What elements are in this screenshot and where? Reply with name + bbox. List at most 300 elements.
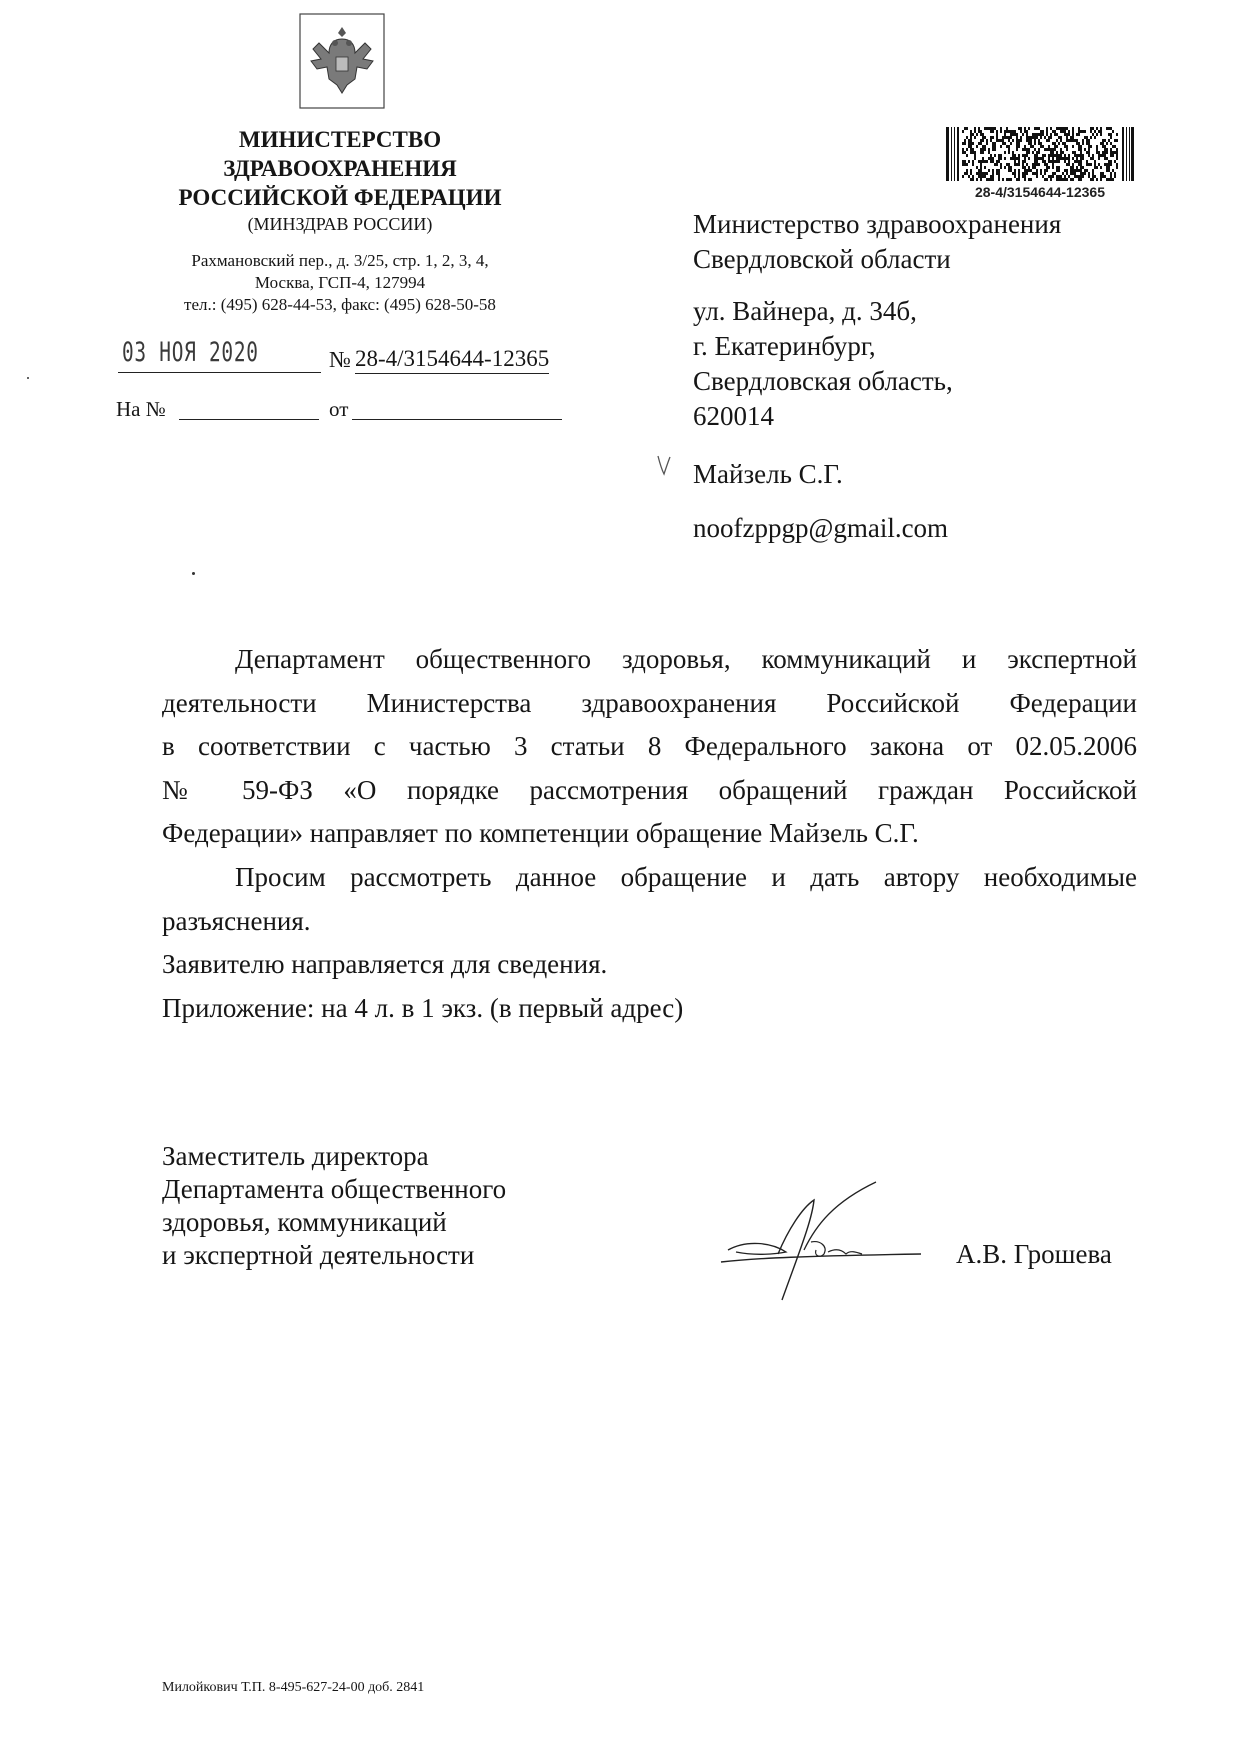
barcode-module [1034, 154, 1036, 157]
barcode-module [1054, 148, 1056, 151]
barcode-module [1116, 133, 1118, 136]
barcode-module [1038, 151, 1040, 154]
barcode-module [1108, 133, 1110, 136]
barcode-module [1080, 148, 1082, 151]
barcode-module [1000, 127, 1002, 130]
barcode-module [984, 166, 986, 169]
barcode-module [990, 160, 992, 163]
barcode-module [1110, 127, 1112, 130]
ministry-line: РОССИЙСКОЙ ФЕДЕРАЦИИ [178, 185, 502, 210]
barcode-module [992, 142, 994, 145]
barcode-module [1062, 127, 1064, 130]
barcode-module [988, 127, 990, 130]
barcode-module [964, 172, 966, 175]
barcode-module [1026, 169, 1028, 172]
recipient-email: noofzppgp@gmail.com [693, 513, 949, 543]
barcode-module [1084, 169, 1086, 172]
barcode-module [1046, 163, 1048, 166]
barcode-module [1076, 154, 1078, 157]
barcode-module [1026, 130, 1028, 133]
barcode-module [1104, 154, 1106, 157]
barcode-module [1038, 133, 1040, 136]
barcode-module [1110, 154, 1112, 157]
barcode-module [1000, 163, 1002, 166]
barcode-module [1082, 172, 1084, 175]
barcode-module [1038, 157, 1040, 160]
barcode-module [1018, 169, 1020, 172]
barcode-module [972, 148, 974, 151]
barcode-module [976, 145, 978, 148]
barcode-module [1080, 163, 1082, 166]
barcode-module [1096, 166, 1098, 169]
barcode-module [1044, 178, 1046, 181]
barcode-module [1086, 139, 1088, 142]
barcode-module [980, 139, 982, 142]
barcode-module [1022, 172, 1024, 175]
barcode-module [1106, 163, 1108, 166]
barcode-module [1090, 178, 1092, 181]
barcode-module [1080, 151, 1082, 154]
barcode-module [1034, 172, 1036, 175]
barcode-module [978, 169, 980, 172]
barcode-module [998, 175, 1000, 178]
barcode-module [1024, 160, 1026, 163]
barcode-module [968, 139, 970, 142]
barcode-module [1114, 145, 1116, 148]
barcode-module [1106, 157, 1108, 160]
barcode-module [1032, 163, 1034, 166]
barcode-module [1102, 151, 1104, 154]
barcode-module [982, 133, 984, 136]
barcode-module [1014, 175, 1016, 178]
barcode-module [1060, 139, 1062, 142]
barcode-module [1100, 133, 1102, 136]
barcode-module [962, 142, 964, 145]
barcode-module [982, 172, 984, 175]
barcode-module [1106, 178, 1108, 181]
barcode-module [1078, 160, 1080, 163]
barcode-module [1116, 166, 1118, 169]
barcode-module [984, 127, 986, 130]
barcode-module [1074, 151, 1076, 154]
barcode-module [974, 151, 976, 154]
barcode-module [970, 178, 972, 181]
barcode-module [1024, 178, 1026, 181]
barcode-module [964, 163, 966, 166]
barcode-module [1116, 151, 1118, 154]
handwritten-signature [716, 1180, 926, 1305]
barcode-module [1074, 139, 1076, 142]
barcode-module [980, 148, 982, 151]
barcode-module [1018, 172, 1020, 175]
barcode-module [1106, 151, 1108, 154]
barcode-module [1018, 139, 1020, 142]
barcode-module [1114, 139, 1116, 142]
barcode-module [1088, 154, 1090, 157]
barcode-module [1082, 157, 1084, 160]
barcode-module [1018, 175, 1020, 178]
barcode-module [1032, 151, 1034, 154]
recipient-address-line: ул. Вайнера, д. 34б, [693, 296, 917, 326]
barcode-module [1054, 142, 1056, 145]
barcode-module [1008, 145, 1010, 148]
barcode-module [1020, 130, 1022, 133]
barcode-module [1086, 160, 1088, 163]
barcode-module [1008, 151, 1010, 154]
barcode-module [1062, 178, 1064, 181]
barcode-module [1026, 133, 1028, 136]
barcode-module [1058, 127, 1060, 130]
barcode-module [1060, 178, 1062, 181]
barcode-module [1112, 169, 1114, 172]
barcode-module [1076, 175, 1078, 178]
barcode-module [990, 127, 992, 130]
barcode-module [1110, 151, 1112, 154]
barcode-module [1044, 148, 1046, 151]
barcode-module [1048, 154, 1050, 157]
barcode-module [1108, 166, 1110, 169]
barcode-module [1072, 163, 1074, 166]
barcode-module [1096, 133, 1098, 136]
barcode-module [970, 148, 972, 151]
barcode-module [1076, 169, 1078, 172]
barcode-module [1106, 169, 1108, 172]
barcode-module [1068, 157, 1070, 160]
barcode-module [1100, 172, 1102, 175]
barcode-module [1024, 130, 1026, 133]
barcode-module [968, 142, 970, 145]
barcode-module [1072, 166, 1074, 169]
barcode-module [1040, 157, 1042, 160]
barcode-module [1032, 172, 1034, 175]
barcode-module [976, 133, 978, 136]
barcode-module [1040, 142, 1042, 145]
barcode-module [1036, 172, 1038, 175]
barcode-number: 28-4/3154644-12365 [974, 184, 1105, 200]
barcode-module [1100, 130, 1102, 133]
barcode-module [982, 175, 984, 178]
barcode-module [1000, 154, 1002, 157]
barcode-module [1044, 172, 1046, 175]
barcode-module [990, 154, 992, 157]
barcode-module [974, 136, 976, 139]
barcode-module [1014, 154, 1016, 157]
barcode-module [1068, 160, 1070, 163]
barcode-module [980, 169, 982, 172]
barcode-module [1008, 178, 1010, 181]
barcode-module [998, 139, 1000, 142]
barcode-module [1084, 148, 1086, 151]
barcode-module [1072, 130, 1074, 133]
barcode-module [1042, 145, 1044, 148]
barcode-module [970, 130, 972, 133]
barcode-module [1066, 157, 1068, 160]
barcode-module [1056, 160, 1058, 163]
barcode-module [1030, 142, 1032, 145]
barcode-module [1014, 163, 1016, 166]
barcode-module [1016, 145, 1018, 148]
barcode-module [1090, 127, 1092, 130]
barcode-module [1072, 178, 1074, 181]
barcode-module [1064, 169, 1066, 172]
barcode-module [980, 142, 982, 145]
barcode-module [1072, 169, 1074, 172]
body-line: Федерации» направляет по компетенции обращение Майзель С.Г. [162, 818, 919, 848]
barcode-module [980, 163, 982, 166]
barcode-module [1036, 175, 1038, 178]
barcode-module [1102, 145, 1104, 148]
barcode-module [1034, 166, 1036, 169]
barcode-module [1098, 157, 1100, 160]
barcode-module [1050, 154, 1052, 157]
barcode-module [1116, 154, 1118, 157]
barcode-module [1072, 145, 1074, 148]
barcode-module [986, 127, 988, 130]
barcode-module [1018, 154, 1020, 157]
barcode-module [1062, 151, 1064, 154]
barcode-module [1074, 169, 1076, 172]
barcode-module [1006, 136, 1008, 139]
barcode-module [1040, 169, 1042, 172]
barcode-module [1116, 163, 1118, 166]
barcode-module [1068, 139, 1070, 142]
barcode-module [1028, 136, 1030, 139]
barcode-module [1000, 157, 1002, 160]
barcode-module [986, 142, 988, 145]
barcode-module [992, 157, 994, 160]
barcode-module [1018, 127, 1020, 130]
barcode-module [1026, 172, 1028, 175]
barcode-module [1076, 166, 1078, 169]
barcode-module [1024, 148, 1026, 151]
barcode-module [992, 178, 994, 181]
barcode-module [1066, 145, 1068, 148]
barcode-module [1092, 175, 1094, 178]
barcode-module [1076, 157, 1078, 160]
barcode-module [1052, 163, 1054, 166]
barcode-guard-bar [1126, 127, 1127, 181]
barcode-module [1050, 178, 1052, 181]
barcode-module [1026, 148, 1028, 151]
barcode-module [1086, 151, 1088, 154]
barcode-module [1008, 139, 1010, 142]
barcode-module [1076, 139, 1078, 142]
barcode-module [1088, 172, 1090, 175]
barcode-module [1078, 127, 1080, 130]
barcode-module [1022, 175, 1024, 178]
barcode-module [1012, 130, 1014, 133]
barcode-module [964, 127, 966, 130]
barcode-module [1036, 127, 1038, 130]
barcode-module [1044, 136, 1046, 139]
barcode-module [1066, 127, 1068, 130]
barcode-module [1026, 154, 1028, 157]
body-line: № 59-ФЗ «О порядке рассмотрения обращений граждан Российской [162, 775, 1137, 805]
barcode-module [1028, 151, 1030, 154]
barcode-module [1112, 130, 1114, 133]
barcode-module [974, 130, 976, 133]
barcode-module [1058, 154, 1060, 157]
barcode-module [1062, 172, 1064, 175]
barcode-module [1072, 133, 1074, 136]
barcode-module [1058, 157, 1060, 160]
barcode-module [1106, 166, 1108, 169]
barcode-module [1102, 142, 1104, 145]
barcode-module [1114, 175, 1116, 178]
barcode-module [1004, 151, 1006, 154]
barcode-module [1050, 148, 1052, 151]
barcode-module [1092, 157, 1094, 160]
barcode-module [1104, 145, 1106, 148]
barcode-module [992, 136, 994, 139]
barcode-module [1106, 142, 1108, 145]
address-line: Рахмановский пер., д. 3/25, стр. 1, 2, 3, 4, [191, 251, 489, 270]
barcode-module [1100, 166, 1102, 169]
barcode-module [1070, 136, 1072, 139]
barcode-module [972, 175, 974, 178]
barcode-module [1052, 175, 1054, 178]
barcode-module [1056, 133, 1058, 136]
barcode-module [1070, 178, 1072, 181]
barcode-module [1058, 160, 1060, 163]
barcode-module [970, 151, 972, 154]
barcode-module [1104, 151, 1106, 154]
barcode-module [1096, 145, 1098, 148]
barcode-module [1072, 136, 1074, 139]
barcode-module [1046, 166, 1048, 169]
barcode-module [1064, 175, 1066, 178]
barcode-module [1072, 151, 1074, 154]
barcode-module [1080, 169, 1082, 172]
ministry-line: ЗДРАВООХРАНЕНИЯ [223, 156, 457, 181]
barcode-module [1024, 127, 1026, 130]
barcode-module [1114, 151, 1116, 154]
body-line: деятельности Министерства здравоохранения Российской Федерации [162, 688, 1137, 718]
barcode-module [1018, 145, 1020, 148]
signer-position-line: Заместитель директора [162, 1141, 429, 1171]
barcode-module [1078, 148, 1080, 151]
barcode-module [1004, 130, 1006, 133]
barcode-module [980, 130, 982, 133]
barcode-module [982, 148, 984, 151]
barcode-module [1080, 154, 1082, 157]
barcode-module [1052, 151, 1054, 154]
barcode-module [984, 136, 986, 139]
barcode-module [1060, 157, 1062, 160]
barcode-module [1034, 136, 1036, 139]
barcode-module [1010, 166, 1012, 169]
barcode-module [992, 127, 994, 130]
barcode-module [962, 160, 964, 163]
barcode-module [1100, 175, 1102, 178]
barcode-module [1084, 172, 1086, 175]
attachment-line: Приложение: на 4 л. в 1 экз. (в первый адрес) [162, 993, 684, 1023]
barcode-module [1066, 136, 1068, 139]
barcode-module [1036, 163, 1038, 166]
barcode-module [1110, 160, 1112, 163]
ministry-name [140, 125, 540, 212]
barcode-module [1016, 157, 1018, 160]
barcode-module [1030, 169, 1032, 172]
barcode-module [1040, 145, 1042, 148]
barcode-module [1032, 145, 1034, 148]
barcode-module [1042, 157, 1044, 160]
barcode-module [1098, 151, 1100, 154]
barcode-module [1096, 151, 1098, 154]
barcode-module [1076, 133, 1078, 136]
barcode-module [964, 142, 966, 145]
barcode-module [1104, 148, 1106, 151]
barcode-module [1038, 139, 1040, 142]
barcode-module [1094, 163, 1096, 166]
barcode-module [1110, 148, 1112, 151]
barcode-module [1092, 172, 1094, 175]
barcode-module [1070, 172, 1072, 175]
barcode-module [1068, 154, 1070, 157]
barcode-module [1004, 133, 1006, 136]
barcode-module [1048, 157, 1050, 160]
barcode-module [980, 166, 982, 169]
barcode-module [1004, 157, 1006, 160]
barcode-module [1066, 139, 1068, 142]
barcode-module [982, 157, 984, 160]
barcode-module [1022, 133, 1024, 136]
barcode-module [994, 154, 996, 157]
barcode-module [970, 142, 972, 145]
signer-name: А.В. Грошева [956, 1239, 1112, 1269]
barcode-module [980, 133, 982, 136]
barcode-module [1030, 139, 1032, 142]
barcode-module [1102, 172, 1104, 175]
barcode-module [966, 127, 968, 130]
barcode-module [1090, 130, 1092, 133]
barcode-module [1062, 130, 1064, 133]
barcode-module [1024, 157, 1026, 160]
barcode-module [1060, 136, 1062, 139]
barcode-module [972, 151, 974, 154]
reply-date-line [352, 419, 562, 420]
barcode-module [1018, 178, 1020, 181]
barcode-module [1008, 166, 1010, 169]
barcode-module [1108, 178, 1110, 181]
barcode-module [1026, 139, 1028, 142]
barcode-module [1036, 133, 1038, 136]
barcode-module [1108, 169, 1110, 172]
barcode-module [1078, 169, 1080, 172]
date-stamp: 03 НОЯ 2020 [122, 337, 259, 368]
barcode-module [1000, 166, 1002, 169]
barcode-module [1080, 178, 1082, 181]
barcode-module [1014, 133, 1016, 136]
barcode-module [1034, 139, 1036, 142]
barcode-module [1052, 154, 1054, 157]
barcode-module [1042, 175, 1044, 178]
barcode-module [1084, 136, 1086, 139]
barcode-module [1030, 145, 1032, 148]
barcode-module [968, 160, 970, 163]
barcode-module [1024, 175, 1026, 178]
barcode-module [976, 178, 978, 181]
barcode-module [1016, 136, 1018, 139]
barcode-guard-bar [954, 127, 955, 181]
barcode-module [1016, 163, 1018, 166]
barcode-module [1048, 148, 1050, 151]
barcode-module [1018, 160, 1020, 163]
barcode-module [1082, 154, 1084, 157]
barcode-module [1088, 163, 1090, 166]
barcode-module [1088, 142, 1090, 145]
barcode-module [1104, 175, 1106, 178]
